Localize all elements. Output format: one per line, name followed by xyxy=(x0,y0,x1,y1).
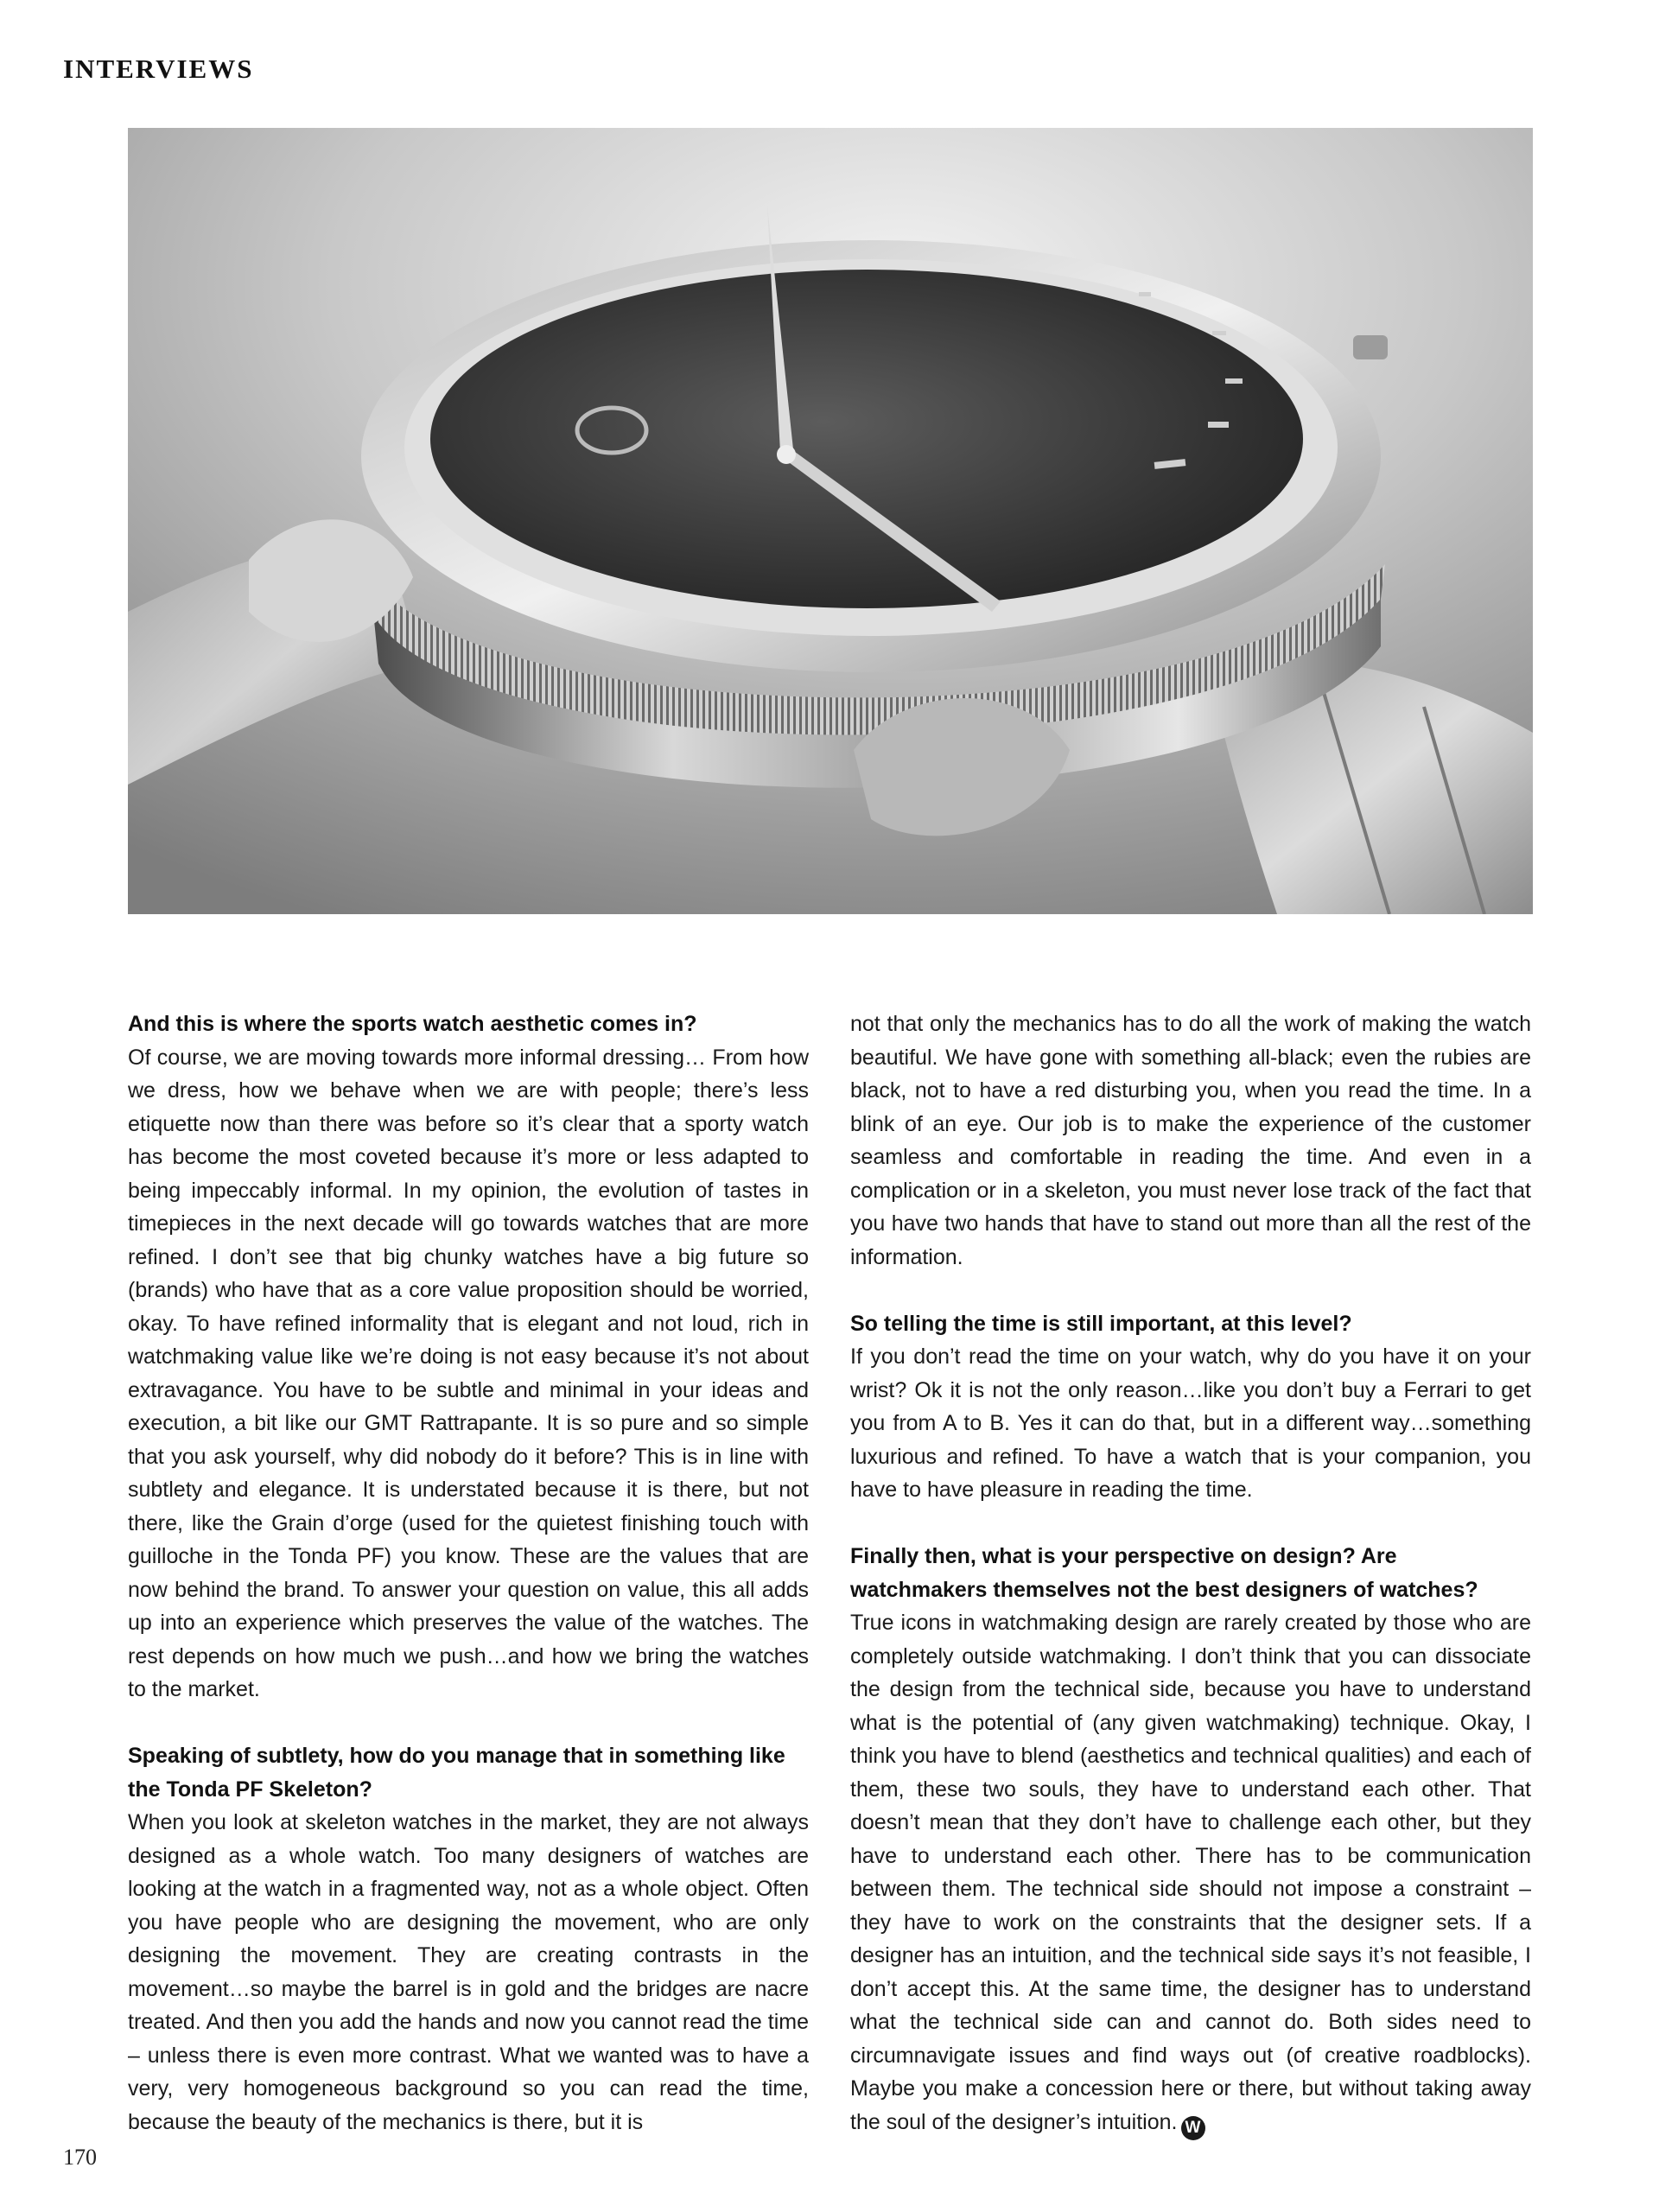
answer-4-text: True icons in watchmaking design are rarely created by those who are completely outside watchmaking. I don’t think that you can dissociate the design from the technical side, because you have to understand what is the potential of (any given watchmaking) technique. Okay, I think you have to blend (aesthetics and technical qualities) and each of them, these two souls, they have to understand each other. That doesn’t mean that they don’t have to challenge each other, but they have to understand each other. There has to be communication between them. The technical side should not impose a constraint – they have to work on the constraints that the designer sets. If a designer has an intuition, and the technical side says it’s not feasible, I don’t accept this. At the same time, the designer has to understand what the technical side can and cannot do. Both sides need to circumnavigate issues and find ways out (of creative roadblocks). Maybe you make a concession here or there, but without taking away the soul of the designer’s intuition. xyxy=(850,1611,1531,2134)
question-4: Finally then, what is your perspective on design? Are watchmakers themselves not the best designers of watches? xyxy=(850,1544,1478,1602)
answer-4 xyxy=(850,1606,1531,2140)
right-column xyxy=(850,1007,1531,2140)
answer-3: If you don’t read the time on your watch, why do you have it on your wrist? Ok it is not the only reason…like you don’t buy a Ferrari to get you from A to B. Yes it can do that, but in a different way…something luxurious and refined. To have a watch that is your companion, you have to have pleasure in reading the time. xyxy=(850,1344,1531,1502)
left-column xyxy=(128,1007,809,2139)
end-mark-icon: W xyxy=(1181,2116,1205,2140)
question-1: And this is where the sports watch aesthetic comes in? xyxy=(128,1012,697,1036)
watch-photo xyxy=(128,128,1533,914)
answer-2: When you look at skeleton watches in the market, they are not always designed as a whole watch. Too many designers of watches are looking at the watch in a fragmented way, not as a whole object. Often you have people who are designing the movement, who are only designing the movement. They are creating contrasts in the movement…so maybe the barrel is in gold and the bridges are nacre treated. And then you add the hands and now you cannot read the time – unless there is even more contrast. What we wanted was to have a very, very homogeneous background so you can read the time, because the beauty of the mechanics is there, but it is xyxy=(128,1810,809,2134)
section-label: INTERVIEWS xyxy=(63,54,254,84)
answer-1: Of course, we are moving towards more informal dressing… From how we dress, how we behave when we are with people; there’s less etiquette now than there was before so it’s clear that a sporty watch has become the most coveted because it’s more or less adapted to being impeccably informal. In my opinion, the evolution of tastes in timepieces in the next decade will go towards watches that are more refined. I don’t see that big chunky watches have a big future so (brands) who have that as a core value proposition should be worried, okay. To have refined informality that is elegant and not loud, rich in watchmaking value like we’re doing is not easy because it’s not about extravagance. You have to be subtle and minimal in your ideas and execution, a bit like our GMT Rattrapante. It is so pure and so simple that you ask yourself, why did nobody do it before? This is in line with subtlety and elegance. It is understated because it is there, but not there, like the Grain d’orge (used for the quietest finishing touch with guilloche in the Tonda PF) you know. These are the values that are now behind the brand. To answer your question on value, this all adds up into an experience which preserves the value of the watches. The rest depends on how much we push…and how we bring the watches to the market. xyxy=(128,1045,809,1701)
question-2: Speaking of subtlety, how do you manage that in something like the Tonda PF Skeleton? xyxy=(128,1744,785,1802)
answer-2-continued: not that only the mechanics has to do all the work of making the watch beautiful. We have gone with something all-black; even the rubies are black, not to have a red disturbing you, when you read the time. In a blink of an eye. Our job is to make the experience of the customer seamless and comfortable in reading the time. And even in a complication or in a skeleton, you must never lose track of the fact that you have two hands that have to stand out more than all the rest of the information. xyxy=(850,1012,1531,1269)
question-3: So telling the time is still important, at this level? xyxy=(850,1311,1352,1336)
page-number: 170 xyxy=(63,2145,97,2170)
